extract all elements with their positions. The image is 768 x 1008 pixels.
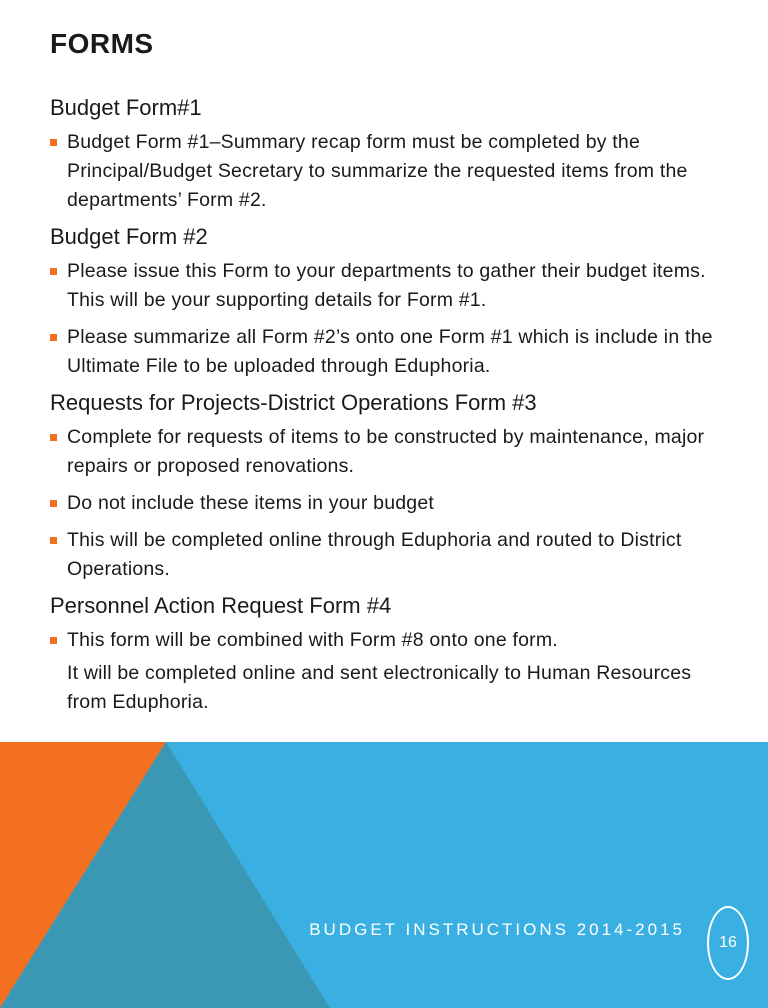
section-heading: Personnel Action Request Form #4 [50,593,392,618]
section-form-3 [50,389,730,584]
bullet-list [50,423,730,584]
section-heading: Budget Form #2 [50,224,208,249]
slide-content [50,94,730,717]
bullet-item: Complete for requests of items to be constructed by maintenance, major repairs or proposed renovations. [50,423,730,481]
section-budget-form-1 [50,94,730,215]
section-form-4 [50,592,730,717]
page-number-badge [707,906,749,980]
continuation-text: It will be completed online and sent electronically to Human Resources from Eduphoria. [67,662,692,713]
section-heading: Requests for Projects-District Operations Form #3 [50,390,537,415]
bullet-list [50,128,730,215]
bullet-item: This form will be combined with Form #8 onto one form. [50,626,730,655]
slide-title: FORMS [50,28,154,59]
bullet-item: Budget Form #1–Summary recap form must be completed by the Principal/Budget Secretary to summarize the requested items from the departments’ Form #2. [50,128,730,215]
section-budget-form-2 [50,223,730,381]
footer-text: BUDGET INSTRUCTIONS 2014-2015 [309,920,685,939]
bullet-item: Do not include these items in your budget [50,489,730,518]
bullet-list [50,257,730,381]
bullet-item: This will be completed online through Eduphoria and routed to District Operations. [50,526,730,584]
page-number: 16 [719,934,737,951]
bullet-item: Please issue this Form to your departments to gather their budget items. This will be your supporting details for Form #1. [50,257,730,315]
section-heading: Budget Form#1 [50,95,202,120]
bullet-list [50,626,730,655]
bullet-item: Please summarize all Form #2’s onto one Form #1 which is include in the Ultimate File to be uploaded through Eduphoria. [50,323,730,381]
